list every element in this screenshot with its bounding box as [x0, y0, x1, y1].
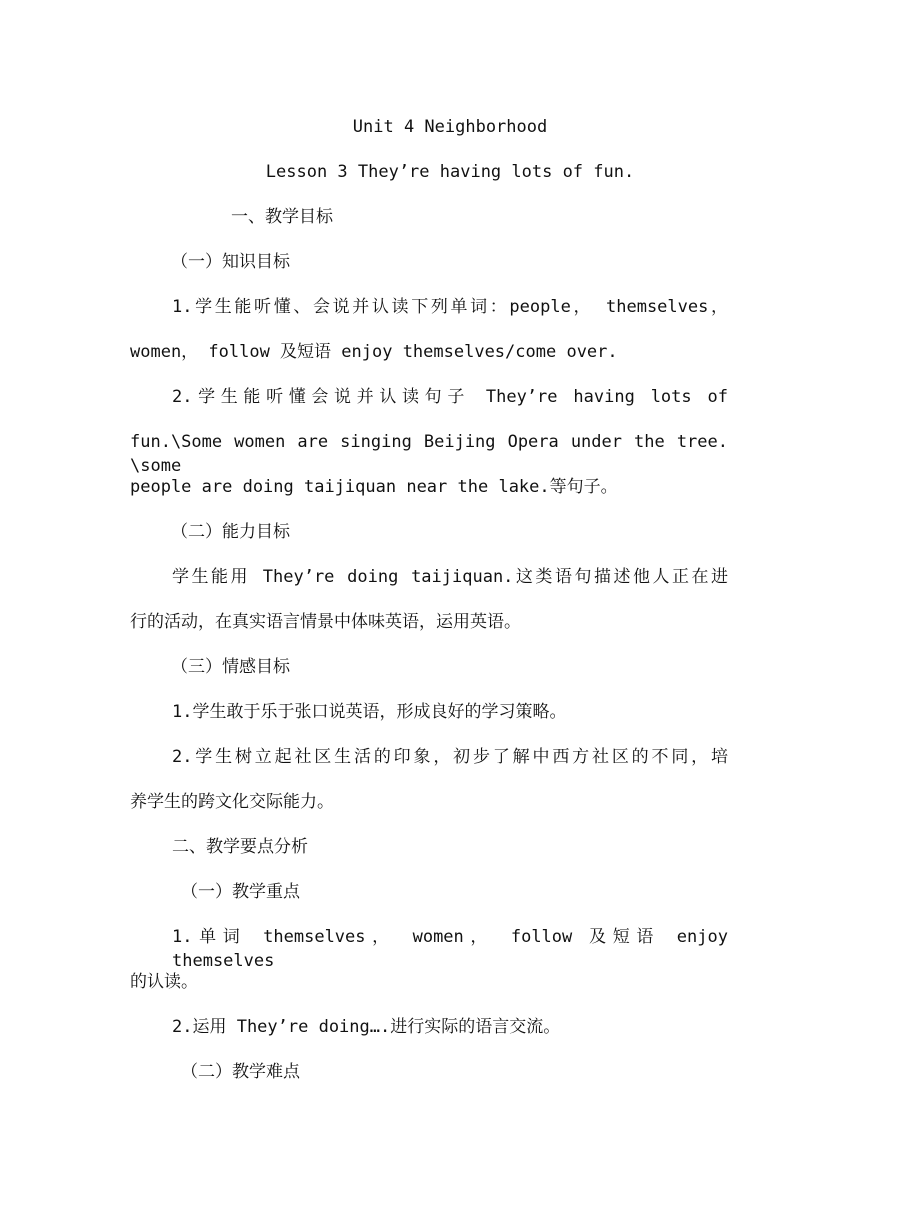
emotion-item2-line2: 养学生的跨文化交际能力。 [130, 792, 334, 812]
document-subtitle: Lesson 3 They’re having lots of fun. [265, 162, 635, 182]
knowledge-item2-line3: people are doing taijiquan near the lake.等句子。 [130, 477, 618, 497]
section1-heading: 一、教学目标 [231, 207, 333, 227]
keypoints-heading: （一）教学重点 [181, 882, 300, 902]
knowledge-item1-line2: women， follow 及短语 enjoy themselves/come over. [130, 342, 618, 362]
keypoints-item1-line2: 的认读。 [130, 972, 198, 992]
ability-heading: （二）能力目标 [171, 522, 290, 542]
ability-line1: 学生能用 They’re doing taijiquan.这类语句描述他人正在进 [172, 567, 728, 587]
section2-heading: 二、教学要点分析 [172, 837, 308, 857]
knowledge-heading: （一）知识目标 [171, 252, 290, 272]
difficulty-heading: （二）教学难点 [181, 1062, 300, 1082]
ability-line2: 行的活动，在真实语言情景中体味英语，运用英语。 [130, 612, 521, 632]
emotion-item1: 1.学生敢于乐于张口说英语，形成良好的学习策略。 [172, 702, 567, 722]
keypoints-item1-line1: 1.单词 themselves， women， follow 及短语 enjoy themselves [172, 927, 728, 971]
document-title: Unit 4 Neighborhood [352, 117, 548, 137]
emotion-heading: （三）情感目标 [171, 657, 290, 677]
knowledge-item1-line1: 1.学生能听懂、会说并认读下列单词：people， themselves， [172, 297, 728, 317]
knowledge-item2-line2: fun.\Some women are singing Beijing Opera under the tree. \some [130, 432, 728, 476]
keypoints-item2: 2.运用 They’re doing….进行实际的语言交流。 [172, 1017, 561, 1037]
emotion-item2-line1: 2.学生树立起社区生活的印象，初步了解中西方社区的不同，培 [172, 747, 728, 767]
knowledge-item2-line1: 2.学生能听懂会说并认读句子 They’re having lots of [172, 387, 728, 407]
